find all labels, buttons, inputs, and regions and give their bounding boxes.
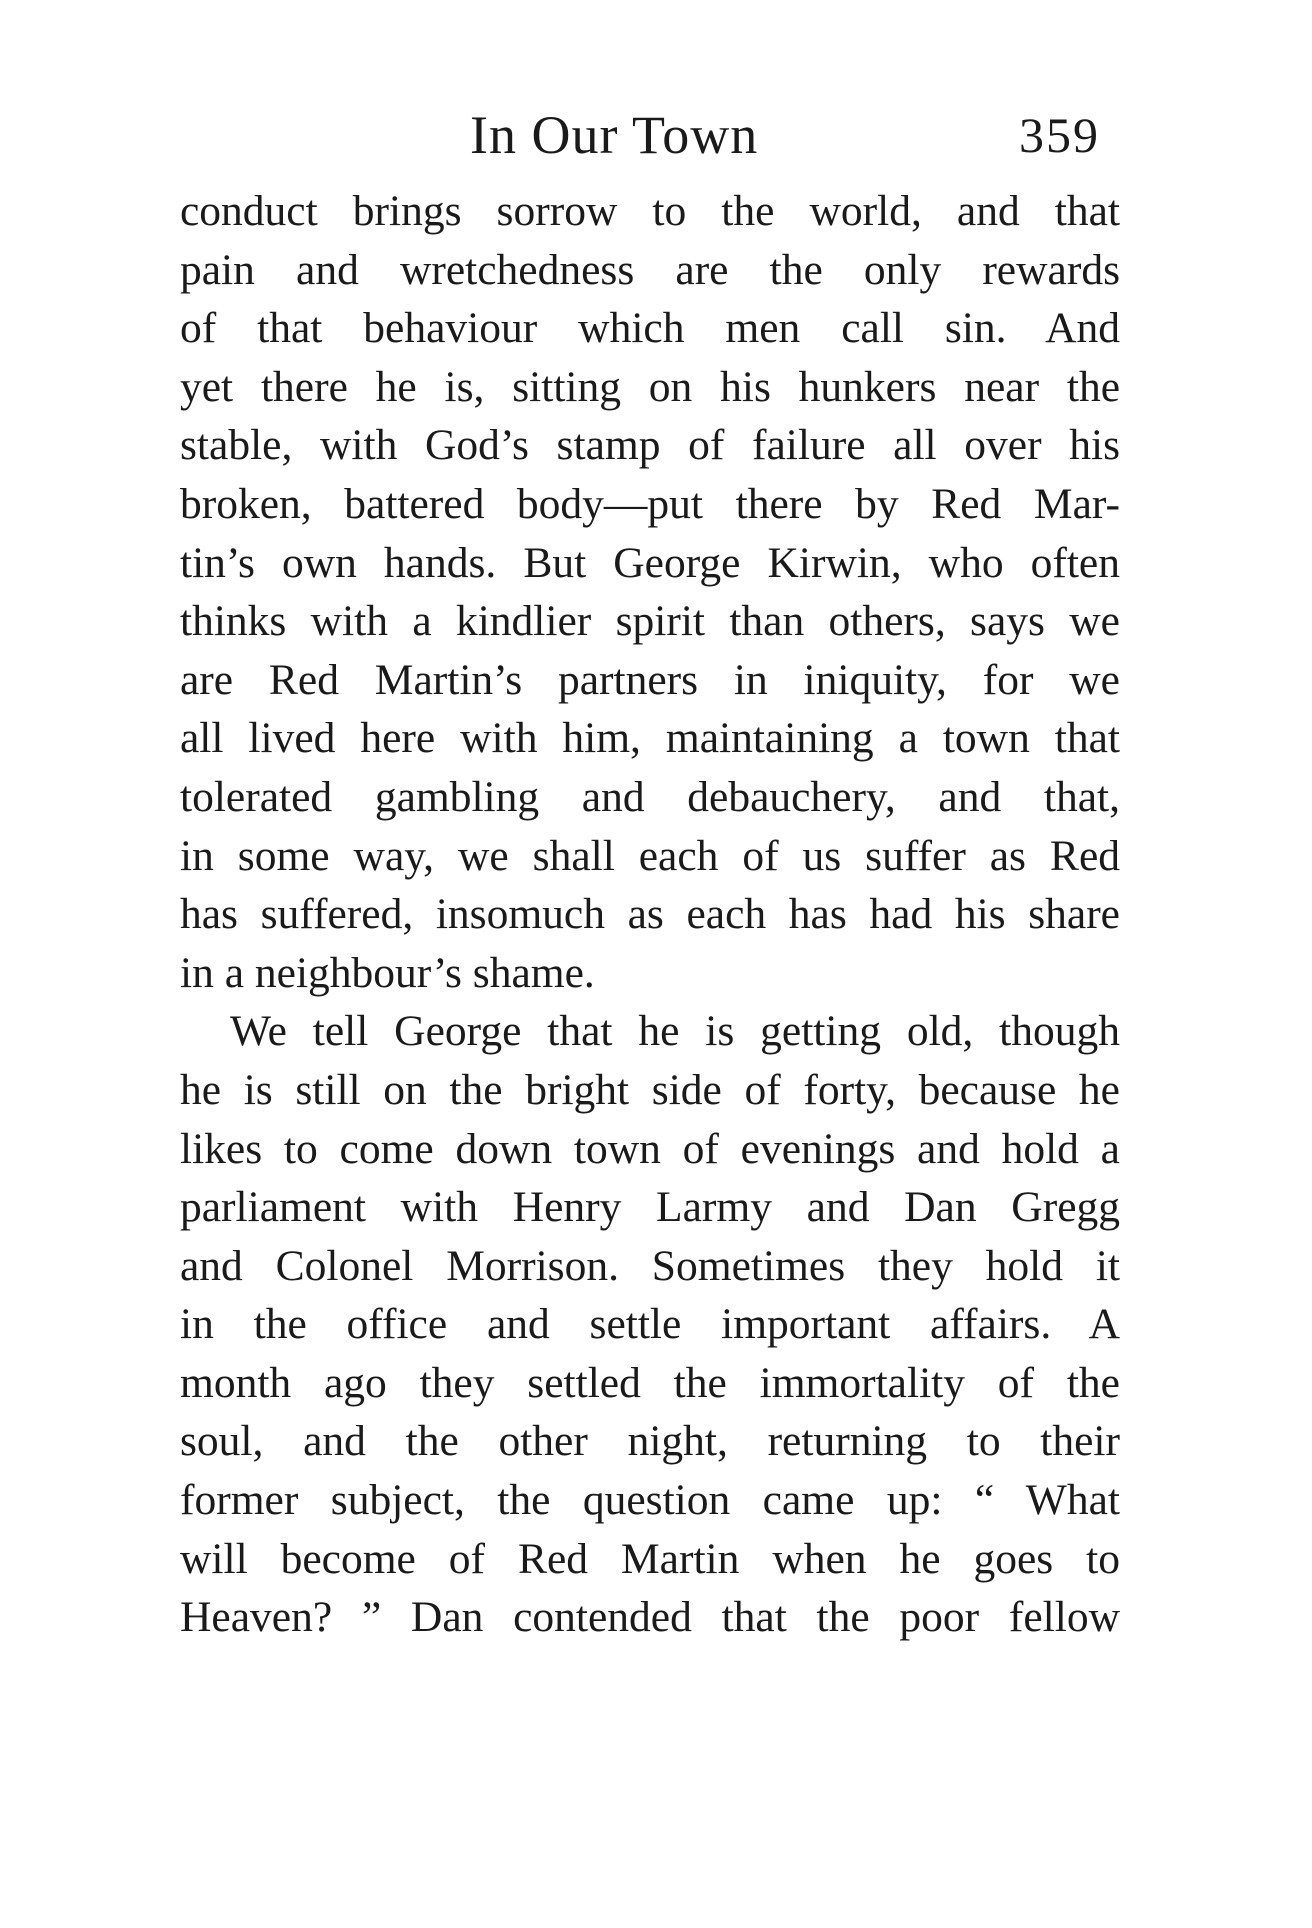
text-line: parliament with Henry Larmy and Dan Gregg xyxy=(180,1183,1120,1232)
text-line: in some way, we shall each of us suffer as Red xyxy=(180,831,1120,880)
text-line: thinks with a kindlier spirit than others, says we xyxy=(180,597,1120,646)
text-line: soul, and the other night, returning to their xyxy=(180,1417,1120,1466)
text-line: all lived here with him, maintaining a town that xyxy=(180,714,1120,763)
text-line: will become of Red Martin when he goes to xyxy=(180,1534,1120,1583)
text-line: likes to come down town of evenings and hold a xyxy=(180,1124,1120,1173)
text-line: in the office and settle important affairs. A xyxy=(180,1300,1120,1349)
body-text xyxy=(180,182,1120,1647)
text-line: tin’s own hands. But George Kirwin, who often xyxy=(180,538,1120,587)
text-line: stable, with God’s stamp of failure all over his xyxy=(180,421,1120,470)
text-line: he is still on the bright side of forty, because he xyxy=(180,1065,1120,1114)
running-title: In Our Town xyxy=(470,105,759,165)
text-line: has suffered, insomuch as each has had his share xyxy=(180,890,1120,939)
text-line: are Red Martin’s partners in iniquity, for we xyxy=(180,655,1120,704)
page-number: 359 xyxy=(1019,107,1100,163)
paragraph-start-line: We tell George that he is getting old, though xyxy=(230,1007,1120,1056)
text-line: broken, battered body—put there by Red Mar- xyxy=(180,479,1120,528)
text-line: former subject, the question came up: “ What xyxy=(180,1476,1120,1525)
text-line: and Colonel Morrison. Sometimes they hold it xyxy=(180,1241,1120,1290)
text-line: pain and wretchedness are the only rewards xyxy=(180,245,1120,294)
text-line: Heaven? ” Dan contended that the poor fellow xyxy=(180,1593,1120,1642)
page-header xyxy=(180,100,1120,170)
text-line: of that behaviour which men call sin. And xyxy=(180,304,1120,353)
text-line: conduct brings sorrow to the world, and that xyxy=(180,187,1120,235)
text-line: yet there he is, sitting on his hunkers near the xyxy=(180,362,1120,411)
paragraph-end-line: in a neighbour’s shame. xyxy=(180,948,595,997)
text-line: month ago they settled the immortality of the xyxy=(180,1358,1120,1407)
text-line: tolerated gambling and debauchery, and that, xyxy=(180,772,1120,821)
